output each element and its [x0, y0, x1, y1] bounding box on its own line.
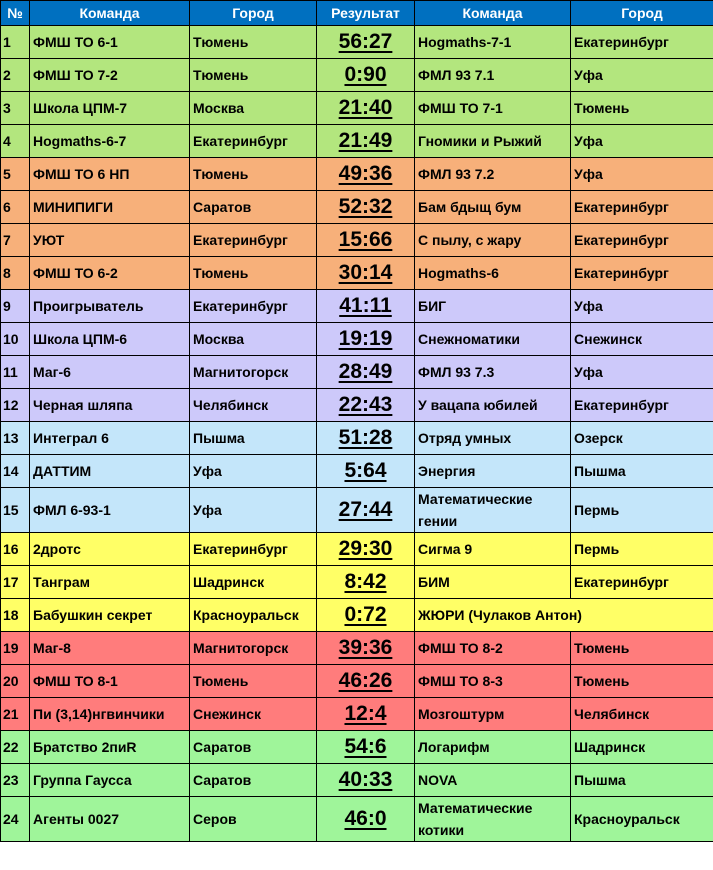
table-row: [1, 533, 713, 566]
row-number: 17: [1, 566, 30, 599]
table-row: [1, 191, 713, 224]
row-number: 24: [1, 797, 30, 842]
team-a-cell: МИНИПИГИ: [30, 191, 190, 224]
team-a-cell: Hogmaths-6-7: [30, 125, 190, 158]
result-cell: 46:26: [317, 665, 415, 698]
table-row: [1, 257, 713, 290]
result-cell: 30:14: [317, 257, 415, 290]
team-b-cell: С пылу, с жару: [415, 224, 571, 257]
team-a-cell: Черная шляпа: [30, 389, 190, 422]
table-row: [1, 59, 713, 92]
city-a-cell: Магнитогорск: [190, 356, 317, 389]
table-row: [1, 26, 713, 59]
result-cell: 8:42: [317, 566, 415, 599]
header-team-a: Команда: [30, 1, 190, 26]
team-a-cell: Проигрыватель: [30, 290, 190, 323]
result-cell: 12:4: [317, 698, 415, 731]
team-b-cell: Снежноматики: [415, 323, 571, 356]
row-number: 23: [1, 764, 30, 797]
team-b-cell: Логарифм: [415, 731, 571, 764]
team-b-cell: Мозгоштурм: [415, 698, 571, 731]
team-a-cell: ФМШ ТО 8-1: [30, 665, 190, 698]
table-row: [1, 323, 713, 356]
team-b-cell: У вацапа юбилей: [415, 389, 571, 422]
result-cell: 39:36: [317, 632, 415, 665]
city-a-cell: Саратов: [190, 191, 317, 224]
row-number: 11: [1, 356, 30, 389]
result-cell: 54:6: [317, 731, 415, 764]
city-b-cell: Уфа: [571, 59, 713, 92]
city-a-cell: Екатеринбург: [190, 224, 317, 257]
team-a-cell: Пи (3,14)нгвинчики: [30, 698, 190, 731]
row-number: 20: [1, 665, 30, 698]
row-number: 14: [1, 455, 30, 488]
team-a-cell: УЮТ: [30, 224, 190, 257]
team-b-cell: Сигма 9: [415, 533, 571, 566]
city-a-cell: Шадринск: [190, 566, 317, 599]
team-a-cell: ФМШ ТО 6 НП: [30, 158, 190, 191]
city-b-cell: Пышма: [571, 455, 713, 488]
result-cell: 51:28: [317, 422, 415, 455]
table-row: [1, 632, 713, 665]
city-b-cell: Тюмень: [571, 665, 713, 698]
city-a-cell: Тюмень: [190, 59, 317, 92]
row-number: 16: [1, 533, 30, 566]
row-number: 21: [1, 698, 30, 731]
row-number: 22: [1, 731, 30, 764]
team-a-cell: Братство 2пиR: [30, 731, 190, 764]
row-number: 9: [1, 290, 30, 323]
team-b-cell: Бам бдыщ бум: [415, 191, 571, 224]
result-cell: 46:0: [317, 797, 415, 842]
header-row: [1, 1, 713, 26]
table-row: [1, 356, 713, 389]
table-row: [1, 566, 713, 599]
city-b-cell: Уфа: [571, 356, 713, 389]
city-b-cell: Уфа: [571, 290, 713, 323]
team-a-cell: 2дротс: [30, 533, 190, 566]
header-city-b: Город: [571, 1, 713, 26]
row-number: 19: [1, 632, 30, 665]
team-a-cell: ФМШ ТО 6-2: [30, 257, 190, 290]
table-row: [1, 665, 713, 698]
table-row: [1, 92, 713, 125]
city-a-cell: Магнитогорск: [190, 632, 317, 665]
city-b-cell: Екатеринбург: [571, 257, 713, 290]
team-b-cell: ФМЛ 93 7.2: [415, 158, 571, 191]
city-a-cell: Саратов: [190, 764, 317, 797]
city-b-cell: Тюмень: [571, 632, 713, 665]
result-cell: 21:40: [317, 92, 415, 125]
row-number: 2: [1, 59, 30, 92]
team-b-cell: Hogmaths-6: [415, 257, 571, 290]
row-number: 18: [1, 599, 30, 632]
team-a-cell: Маг-6: [30, 356, 190, 389]
row-number: 12: [1, 389, 30, 422]
city-b-cell: Екатеринбург: [571, 389, 713, 422]
team-b-cell: Математические гении: [415, 488, 571, 533]
team-b-cell: Математические котики: [415, 797, 571, 842]
result-cell: 41:11: [317, 290, 415, 323]
row-number: 7: [1, 224, 30, 257]
team-b-cell: NOVA: [415, 764, 571, 797]
row-number: 6: [1, 191, 30, 224]
city-b-cell: Пермь: [571, 488, 713, 533]
city-b-cell: Тюмень: [571, 92, 713, 125]
result-cell: 28:49: [317, 356, 415, 389]
result-cell: 27:44: [317, 488, 415, 533]
table-row: [1, 125, 713, 158]
city-b-cell: Екатеринбург: [571, 566, 713, 599]
team-a-cell: Школа ЦПМ-7: [30, 92, 190, 125]
header-city-a: Город: [190, 1, 317, 26]
team-b-cell: ФМЛ 93 7.3: [415, 356, 571, 389]
city-b-cell: Пышма: [571, 764, 713, 797]
team-b-cell: Энергия: [415, 455, 571, 488]
table-row: [1, 224, 713, 257]
team-b-cell: ЖЮРИ (Чулаков Антон): [415, 599, 713, 632]
table-row: [1, 158, 713, 191]
team-a-cell: Танграм: [30, 566, 190, 599]
city-b-cell: Уфа: [571, 125, 713, 158]
team-b-cell: ФМЛ 93 7.1: [415, 59, 571, 92]
team-a-cell: Агенты 0027: [30, 797, 190, 842]
row-number: 10: [1, 323, 30, 356]
city-b-cell: Красноуральск: [571, 797, 713, 842]
table-body: [1, 26, 713, 842]
city-a-cell: Челябинск: [190, 389, 317, 422]
team-b-cell: БИМ: [415, 566, 571, 599]
row-number: 3: [1, 92, 30, 125]
city-b-cell: Екатеринбург: [571, 224, 713, 257]
city-b-cell: Челябинск: [571, 698, 713, 731]
city-b-cell: Екатеринбург: [571, 26, 713, 59]
row-number: 15: [1, 488, 30, 533]
header-num: №: [1, 1, 30, 26]
result-cell: 15:66: [317, 224, 415, 257]
table-row: [1, 599, 713, 632]
city-b-cell: Снежинск: [571, 323, 713, 356]
team-b-cell: ФМШ ТО 8-2: [415, 632, 571, 665]
team-b-cell: Hogmaths-7-1: [415, 26, 571, 59]
city-a-cell: Тюмень: [190, 257, 317, 290]
team-a-cell: Школа ЦПМ-6: [30, 323, 190, 356]
team-a-cell: ФМЛ 6-93-1: [30, 488, 190, 533]
team-b-cell: ФМШ ТО 7-1: [415, 92, 571, 125]
team-a-cell: ФМШ ТО 6-1: [30, 26, 190, 59]
team-a-cell: Группа Гаусса: [30, 764, 190, 797]
city-a-cell: Уфа: [190, 455, 317, 488]
city-a-cell: Тюмень: [190, 665, 317, 698]
city-a-cell: Красноуральск: [190, 599, 317, 632]
city-a-cell: Уфа: [190, 488, 317, 533]
row-number: 1: [1, 26, 30, 59]
city-b-cell: Пермь: [571, 533, 713, 566]
city-a-cell: Саратов: [190, 731, 317, 764]
result-cell: 5:64: [317, 455, 415, 488]
team-a-cell: ДАТТИМ: [30, 455, 190, 488]
result-cell: 0:72: [317, 599, 415, 632]
row-number: 8: [1, 257, 30, 290]
team-a-cell: ФМШ ТО 7-2: [30, 59, 190, 92]
team-b-cell: Гномики и Рыжий: [415, 125, 571, 158]
table-row: [1, 488, 713, 533]
table-row: [1, 422, 713, 455]
city-a-cell: Серов: [190, 797, 317, 842]
city-a-cell: Екатеринбург: [190, 533, 317, 566]
result-cell: 40:33: [317, 764, 415, 797]
team-a-cell: Интеграл 6: [30, 422, 190, 455]
result-cell: 29:30: [317, 533, 415, 566]
header-team-b: Команда: [415, 1, 571, 26]
table-row: [1, 389, 713, 422]
header-result: Результат: [317, 1, 415, 26]
row-number: 4: [1, 125, 30, 158]
result-cell: 56:27: [317, 26, 415, 59]
table-row: [1, 698, 713, 731]
city-a-cell: Тюмень: [190, 26, 317, 59]
city-a-cell: Пышма: [190, 422, 317, 455]
city-a-cell: Москва: [190, 323, 317, 356]
table-row: [1, 731, 713, 764]
city-b-cell: Екатеринбург: [571, 191, 713, 224]
team-b-cell: Отряд умных: [415, 422, 571, 455]
result-cell: 49:36: [317, 158, 415, 191]
team-a-cell: Маг-8: [30, 632, 190, 665]
city-b-cell: Шадринск: [571, 731, 713, 764]
result-cell: 22:43: [317, 389, 415, 422]
row-number: 13: [1, 422, 30, 455]
table-row: [1, 764, 713, 797]
city-b-cell: Озерск: [571, 422, 713, 455]
row-number: 5: [1, 158, 30, 191]
city-a-cell: Екатеринбург: [190, 125, 317, 158]
result-cell: 0:90: [317, 59, 415, 92]
table-row: [1, 290, 713, 323]
city-a-cell: Екатеринбург: [190, 290, 317, 323]
city-b-cell: Уфа: [571, 158, 713, 191]
team-b-cell: ФМШ ТО 8-3: [415, 665, 571, 698]
result-cell: 19:19: [317, 323, 415, 356]
table-row: [1, 455, 713, 488]
result-cell: 52:32: [317, 191, 415, 224]
city-a-cell: Снежинск: [190, 698, 317, 731]
city-a-cell: Москва: [190, 92, 317, 125]
result-cell: 21:49: [317, 125, 415, 158]
table-row: [1, 797, 713, 842]
team-a-cell: Бабушкин секрет: [30, 599, 190, 632]
team-b-cell: БИГ: [415, 290, 571, 323]
city-a-cell: Тюмень: [190, 158, 317, 191]
